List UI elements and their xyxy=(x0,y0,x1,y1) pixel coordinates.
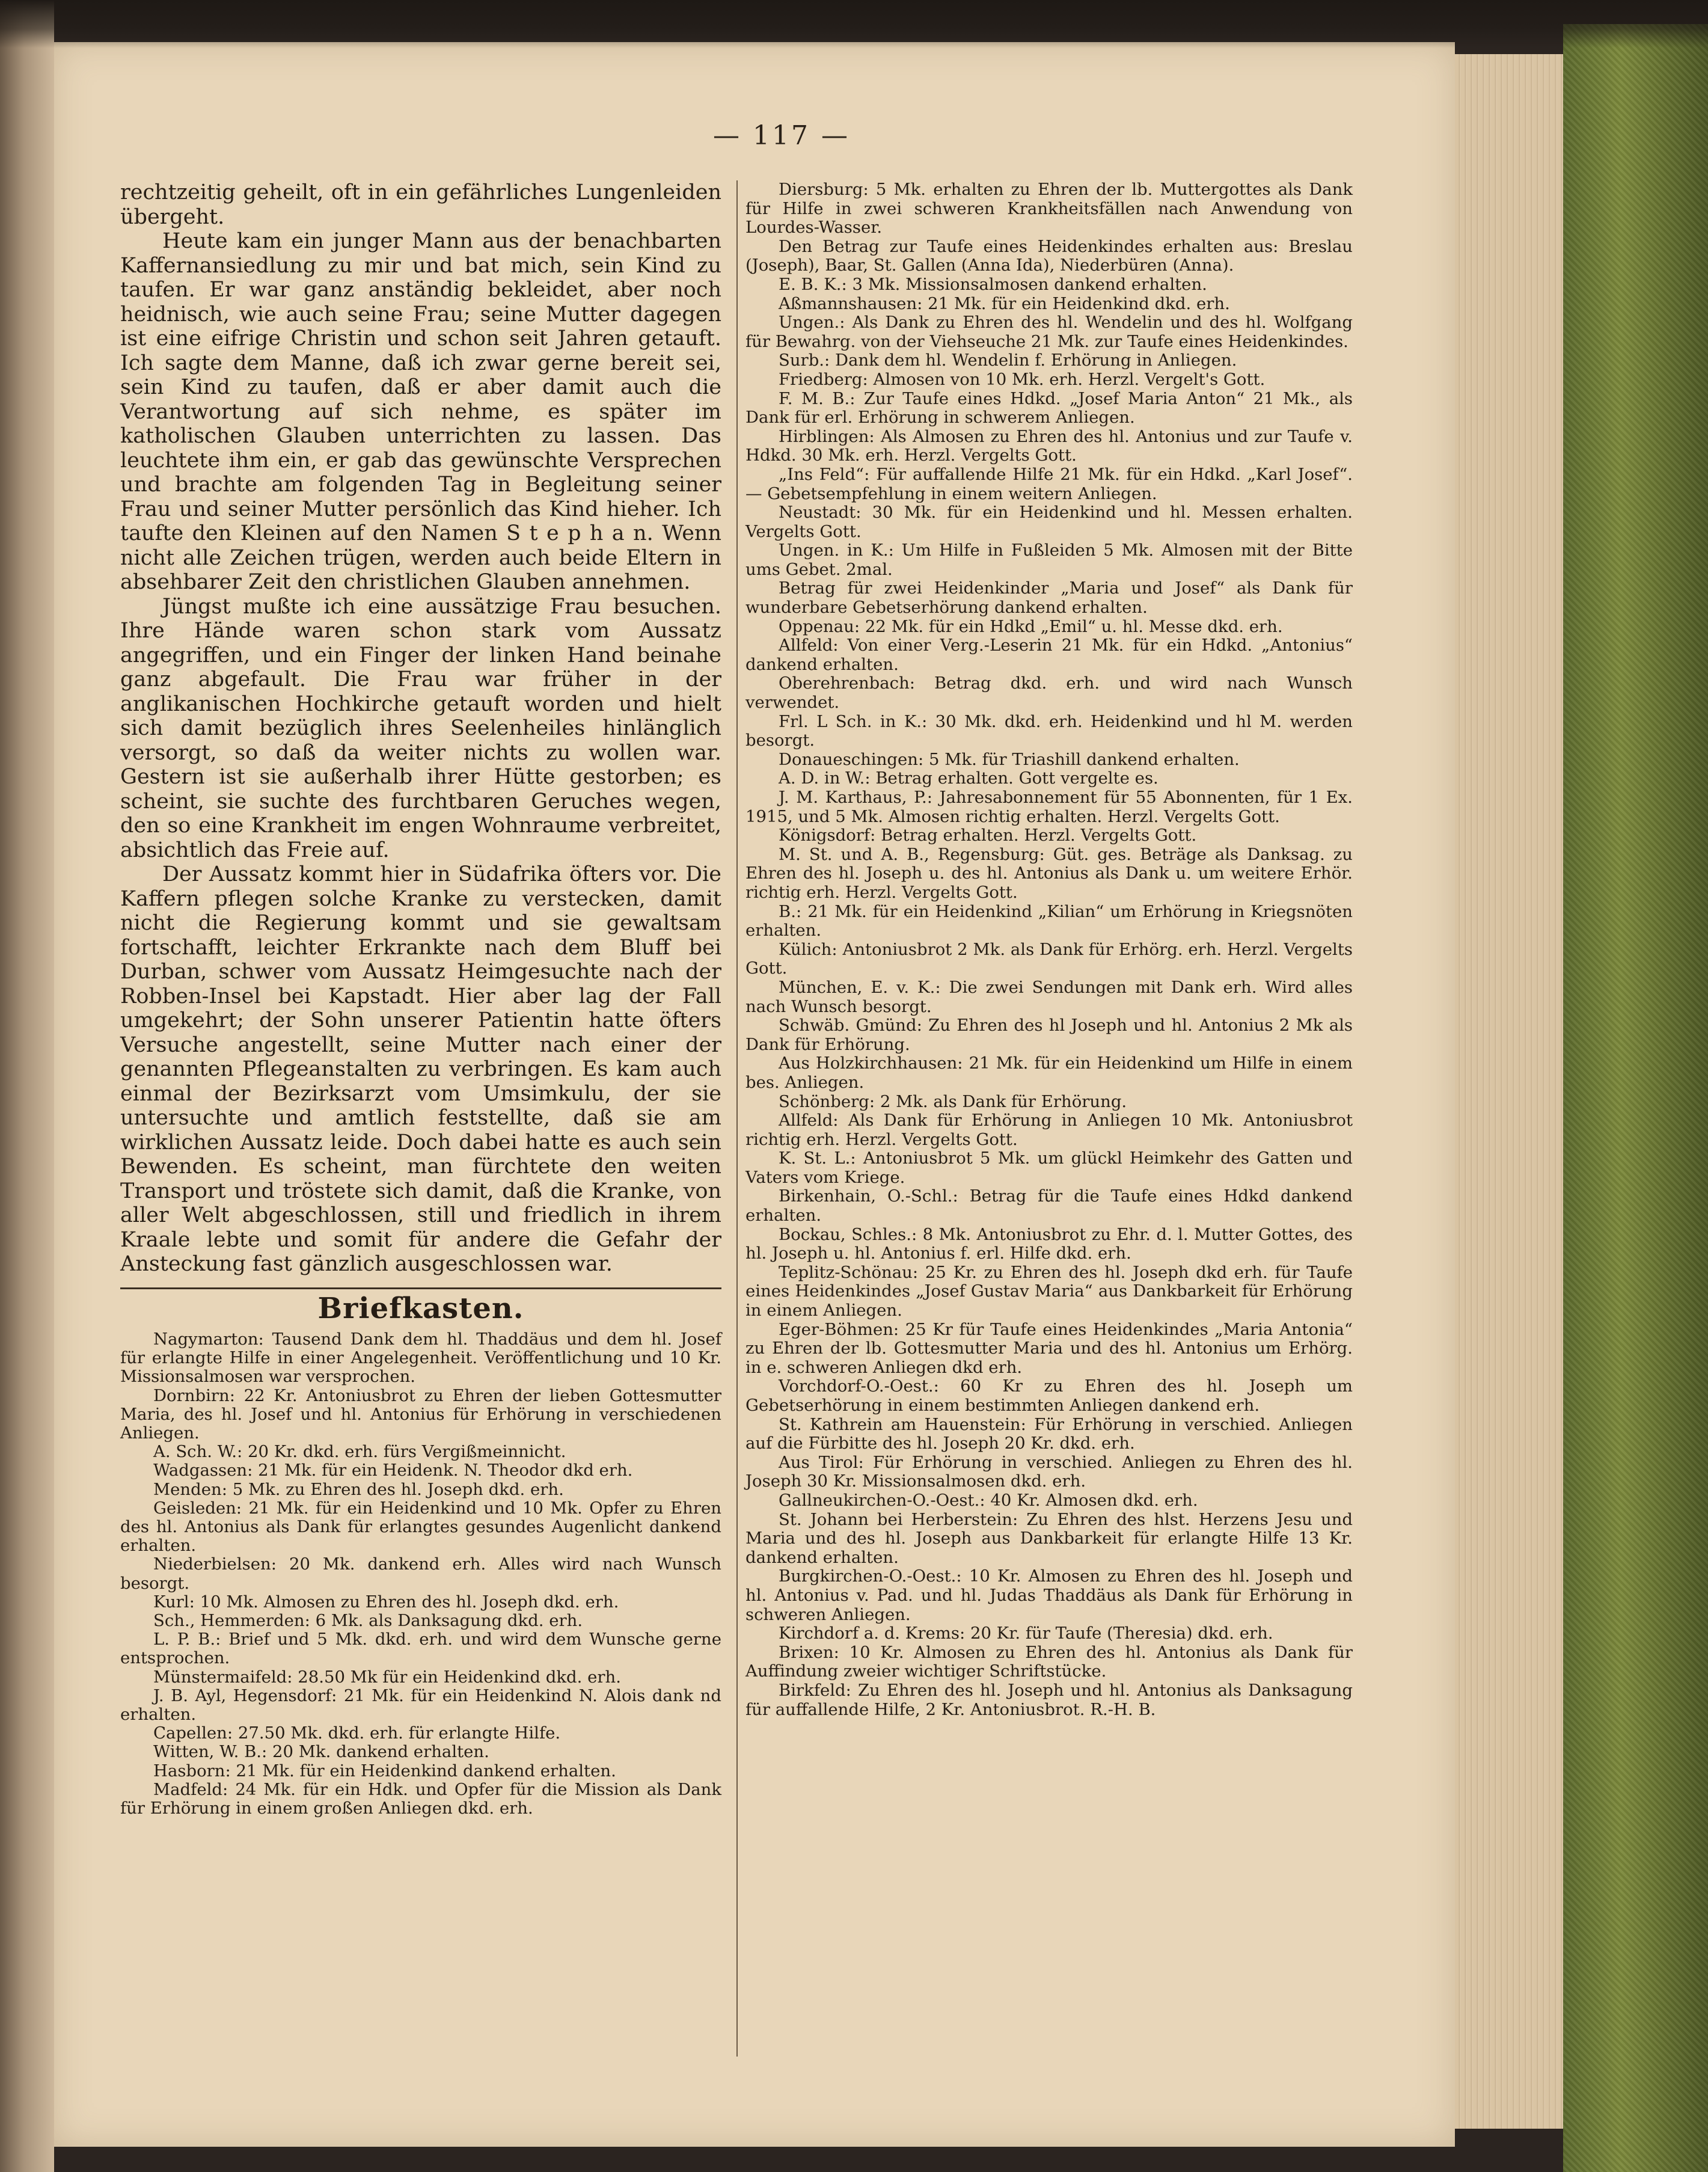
section-heading: Briefkasten. xyxy=(317,1291,524,1325)
mailbox-entry: Schönberg: 2 Mk. als Dank für Erhörung. xyxy=(779,1091,1127,1111)
mailbox-entry: Friedberg: Almosen von 10 Mk. erh. Herzl. Vergelt's Gott. xyxy=(779,369,1266,389)
mailbox-entry: Oberehrenbach: Betrag dkd. erh. und wird nach Wunsch verwendet. xyxy=(745,673,1353,713)
paragraph: rechtzeitig geheilt, oft in ein gefährliches Lungenleiden übergeht. xyxy=(120,180,721,229)
mailbox-entry: Gallneukirchen-O.-Oest.: 40 Kr. Almosen dkd. erh. xyxy=(779,1490,1198,1510)
mailbox-entry: K. St. L.: Antoniusbrot 5 Mk. um glückl Heimkehr des Gatten und Vaters vom Kriege. xyxy=(745,1149,1353,1187)
mailbox-entry: Diersburg: 5 Mk. erhalten zu Ehren der lb. Muttergottes als Dank für Hilfe in zwei schweren Krankheitsfällen nach Anwendung von Lourdes-Wasser. xyxy=(745,180,1353,238)
mailbox-entry: Niederbielsen: 20 Mk. dankend erh. Alles wird nach Wunsch besorgt. xyxy=(120,1554,721,1593)
mailbox-entry: Aus Tirol: Für Erhörung in verschied. Anliegen zu Ehren des hl. Joseph 30 Kr. Missionsalmosen dkd. erh. xyxy=(745,1452,1353,1491)
mailbox-entry: Teplitz-Schönau: 25 Kr. zu Ehren des hl. Joseph dkd erh. für Taufe eines Heidenkindes „Josef Gustav Maria“ aus Dankbarkeit für Erhörung in einem Anliegen. xyxy=(745,1262,1353,1321)
mailbox-entry: Witten, W. B.: 20 Mk. dankend erhalten. xyxy=(153,1742,489,1762)
mailbox-entry: Wadgassen: 21 Mk. für ein Heidenk. N. Theodor dkd erh. xyxy=(153,1461,633,1480)
mailbox-entry: Capellen: 27.50 Mk. dkd. erh. für erlangte Hilfe. xyxy=(153,1723,561,1743)
mailbox-entry: Ungen.: Als Dank zu Ehren des hl. Wendelin und des hl. Wolfgang für Bewahrg. von der Viehseuche 21 Mk. zur Taufe eines Heidenkindes. xyxy=(745,313,1353,351)
mailbox-entry: St. Johann bei Herberstein: Zu Ehren des hlst. Herzens Jesu und Maria und des hl. Joseph aus Dankbarkeit für erlangte Hilfe 13 Kr. dankend erhalten. xyxy=(745,1509,1353,1567)
mailbox-entry: Birkfeld: Zu Ehren des hl. Joseph und hl. Antonius als Danksagung für auffallende Hilfe, 2 Kr. Antoniusbrot. R.-H. B. xyxy=(745,1680,1353,1719)
page-edges xyxy=(1455,54,1563,2129)
mailbox-entry: Ungen. in K.: Um Hilfe in Fußleiden 5 Mk. Almosen mit der Bitte ums Gebet. 2mal. xyxy=(745,541,1353,579)
mailbox-entry: Vorchdorf-O.-Oest.: 60 Kr zu Ehren des hl. Joseph um Gebetserhörung in einem bestimmten Anliegen dankend erh. xyxy=(745,1376,1353,1415)
mailbox-entry: Sch., Hemmerden: 6 Mk. als Danksagung dkd. erh. xyxy=(153,1611,583,1631)
page-number: — 117 — xyxy=(713,120,850,151)
mailbox-entry: Den Betrag zur Taufe eines Heidenkindes erhalten aus: Breslau (Joseph), Baar, St. Gallen (Anna Ida), Niederbüren (Anna). xyxy=(745,236,1353,275)
mailbox-entry: Menden: 5 Mk. zu Ehren des hl. Joseph dkd. erh. xyxy=(153,1479,564,1499)
mailbox-entry: Brixen: 10 Kr. Almosen zu Ehren des hl. Antonius als Dank für Auffindung zweier wichtiger Schriftstücke. xyxy=(745,1642,1353,1681)
mailbox-entry: Kirchdorf a. d. Krems: 20 Kr. für Taufe (Theresia) dkd. erh. xyxy=(779,1624,1273,1643)
mailbox-entry: Betrag für zwei Heidenkinder „Maria und Josef“ als Dank für wunderbare Gebetserhörung dankend erhalten. xyxy=(745,578,1353,618)
top-shadow xyxy=(0,0,1708,48)
mailbox-entry: Bockau, Schles.: 8 Mk. Antoniusbrot zu Ehr. d. l. Mutter Gottes, des hl. Joseph u. hl. Antonius f. erl. Hilfe dkd. erh. xyxy=(745,1224,1353,1263)
mailbox-entry: „Ins Feld“: Für auffallende Hilfe 21 Mk. für ein Hdkd. „Karl Josef“. — Gebetsempfehlung in einem weitern Anliegen. xyxy=(745,464,1353,503)
mailbox-list xyxy=(120,1330,721,1818)
mailbox-entry: Eger-Böhmen: 25 Kr für Taufe eines Heidenkindes „Maria Antonia“ zu Ehren der lb. Gottesmutter Maria und des hl. Antonius um Erhörg. in e. schweren Anliegen dkd erh. xyxy=(745,1319,1353,1377)
column-rule xyxy=(736,180,738,2057)
right-column xyxy=(745,180,1353,1719)
mailbox-entry: Allfeld: Als Dank für Erhörung in Anliegen 10 Mk. Antoniusbrot richtig erh. Herzl. Vergelts Gott. xyxy=(745,1111,1353,1149)
mailbox-entry: Nagymarton: Tausend Dank dem hl. Thaddäus und dem hl. Josef für erlangte Hilfe in einer Angelegenheit. Veröffentlichung und 10 Kr. Missionsalmosen war versprochen. xyxy=(120,1330,721,1387)
mailbox-entry: München, E. v. K.: Die zwei Sendungen mit Dank erh. Wird alles nach Wunsch besorgt. xyxy=(745,977,1353,1016)
mailbox-entry: Surb.: Dank dem hl. Wendelin f. Erhörung in Anliegen. xyxy=(779,351,1237,370)
left-column xyxy=(120,180,721,1818)
mailbox-entry: J. M. Karthaus, P.: Jahresabonnement für 55 Abonnenten, für 1 Ex. 1915, und 5 Mk. Almosen richtig erhalten. Herzl. Vergelts Gott. xyxy=(745,788,1353,826)
mailbox-entry: Frl. L Sch. in K.: 30 Mk. dkd. erh. Heidenkind und hl M. werden besorgt. xyxy=(745,711,1353,750)
book-cover xyxy=(1563,24,1708,2172)
mailbox-entry: Kurl: 10 Mk. Almosen zu Ehren des hl. Joseph dkd. erh. xyxy=(153,1592,619,1612)
book-gutter xyxy=(0,0,54,2172)
mailbox-entry: A. D. in W.: Betrag erhalten. Gott vergelte es. xyxy=(779,768,1159,788)
mailbox-entry: B.: 21 Mk. für ein Heidenkind „Kilian“ um Erhörung in Kriegsnöten erhalten. xyxy=(745,901,1353,940)
mailbox-entry: Aßmannshausen: 21 Mk. für ein Heidenkind dkd. erh. xyxy=(779,293,1230,313)
paragraph: Der Aussatz kommt hier in Südafrika öfters vor. Die Kaffern pflegen solche Kranke zu verstecken, damit nicht die Regierung kommt und sie gewaltsam fortschafft, leichter Erkrankte nach dem Bluff bei Durban, schwer vom Aussatz Heimgesuchte nach der Robben-Insel bei Kapstadt. Hier aber lag der Fall umgekehrt; der Sohn unserer Patientin hatte öfters Versuche angestellt, seine Mutter nach einer der genannten Pflegeanstalten zu verbringen. Es kam auch einmal der Bezirksarzt vom Umsimkulu, der sie untersuchte und amtlich feststellte, daß sie am wirklichen Aussatz leide. Doch dabei hatte es auch sein Bewenden. Es scheint, man fürchtete den weiten Transport und tröstete sich damit, daß die Kranke, von aller Welt abgeschlossen, still und friedlich in ihrem Kraale lebte und somit für andere die Gefahr der Ansteckung fast gänzlich ausgeschlossen war. xyxy=(120,862,721,1276)
mailbox-entry: Schwäb. Gmünd: Zu Ehren des hl Joseph und hl. Antonius 2 Mk als Dank für Erhörung. xyxy=(745,1016,1353,1054)
mailbox-entry: Aus Holzkirchhausen: 21 Mk. für ein Heidenkind um Hilfe in einem bes. Anliegen. xyxy=(745,1054,1353,1092)
mailbox-entry: Oppenau: 22 Mk. für ein Hdkd „Emil“ u. hl. Messe dkd. erh. xyxy=(779,616,1283,636)
mailbox-entry: Külich: Antoniusbrot 2 Mk. als Dank für Erhörg. erh. Herzl. Vergelts Gott. xyxy=(745,939,1353,978)
mailbox-entry: F. M. B.: Zur Taufe eines Hdkd. „Josef Maria Anton“ 21 Mk., als Dank für erl. Erhörung in schwerem Anliegen. xyxy=(745,388,1353,428)
mailbox-entry: Allfeld: Von einer Verg.-Leserin 21 Mk. für ein Hdkd. „Antonius“ dankend erhalten. xyxy=(745,636,1353,674)
mailbox-entry: Neustadt: 30 Mk. für ein Heidenkind und hl. Messen erhalten. Vergelts Gott. xyxy=(745,503,1353,541)
paragraph: Jüngst mußte ich eine aussätzige Frau besuchen. Ihre Hände waren schon stark vom Aussatz angegriffen, und ein Finger der linken Hand beinahe ganz abgefault. Die Frau war früher in der anglikanischen Hochkirche getauft worden und hielt sich damit bezüglich ihres Seelenheiles hinlänglich versorgt, so daß da weiter nichts zu wollen war. Gestern ist sie außerhalb ihrer Hütte gestorben; es scheint, sie suchte des furchtbaren Geruches wegen, den so eine Krankheit im engen Wohnraume verbreitet, absichtlich das Freie auf. xyxy=(120,594,721,862)
mailbox-entry: Burgkirchen-O.-Oest.: 10 Kr. Almosen zu Ehren des hl. Joseph und hl. Antonius v. Pad. und hl. Judas Thaddäus als Dank für Erhörung in schweren Anliegen. xyxy=(745,1566,1353,1624)
mailbox-entry: Königsdorf: Betrag erhalten. Herzl. Vergelts Gott. xyxy=(779,826,1197,845)
mailbox-entry: Madfeld: 24 Mk. für ein Hdk. und Opfer für die Mission als Dank für Erhörung in einem großen Anliegen dkd. erh. xyxy=(120,1779,721,1818)
mailbox-entry: Donaueschingen: 5 Mk. für Triashill dankend erhalten. xyxy=(779,749,1240,769)
mailbox-entry: E. B. K.: 3 Mk. Missionsalmosen dankend erhalten. xyxy=(779,274,1207,294)
mailbox-entry: Münstermaifeld: 28.50 Mk für ein Heidenkind dkd. erh. xyxy=(153,1667,622,1687)
section-divider xyxy=(120,1287,721,1289)
mailbox-entry: Birkenhain, O.-Schl.: Betrag für die Taufe eines Hdkd dankend erhalten. xyxy=(745,1186,1353,1226)
mailbox-entry: Hasborn: 21 Mk. für ein Heidenkind dankend erhalten. xyxy=(153,1761,616,1781)
paragraph: Heute kam ein junger Mann aus der benachbarten Kaffernansiedlung zu mir und bat mich, sein Kind zu taufen. Er war ganz anständig bekleidet, aber noch heidnisch, wie auch seine Frau; seine Mutter dagegen ist eine eifrige Christin und schon seit Jahren getauft. Ich sagte dem Manne, daß ich zwar gerne bereit sei, sein Kind zu taufen, daß er aber damit auch die Verantwortung auf sich nehme, es später im katholischen Glauben unterrichten zu lassen. Das leuchtete ihm ein, er gab das gewünschte Versprechen und brachte am folgenden Tag in Begleitung seiner Frau und seiner Mutter persönlich das Kind hieher. Ich taufte den Kleinen auf den Namen S t e p h a n. Wenn nicht alle Zeichen trügen, werden auch beide Eltern in absehbarer Zeit den christlichen Glauben annehmen. xyxy=(120,229,721,594)
mailbox-entry: M. St. und A. B., Regensburg: Güt. ges. Beträge als Danksag. zu Ehren des hl. Joseph u. des hl. Antonius als Dank u. um weitere Erhör. richtig erh. Herzl. Vergelts Gott. xyxy=(745,844,1353,902)
mailbox-entry: Dornbirn: 22 Kr. Antoniusbrot zu Ehren der lieben Gottesmutter Maria, des hl. Josef und hl. Antonius für Erhörung in verschiedenen Anliegen. xyxy=(120,1385,721,1443)
mailbox-entry: A. Sch. W.: 20 Kr. dkd. erh. fürs Vergißmeinnicht. xyxy=(153,1442,566,1462)
mailbox-entry: St. Kathrein am Hauenstein: Für Erhörung in verschied. Anliegen auf die Fürbitte des hl. Joseph 20 Kr. dkd. erh. xyxy=(745,1414,1353,1453)
mailbox-entry: J. B. Ayl, Hegensdorf: 21 Mk. für ein Heidenkind N. Alois dank nd erhalten. xyxy=(120,1686,721,1725)
mailbox-entry: L. P. B.: Brief und 5 Mk. dkd. erh. und wird dem Wunsche gerne entsprochen. xyxy=(120,1630,721,1668)
mailbox-entry: Geisleden: 21 Mk. für ein Heidenkind und 10 Mk. Opfer zu Ehren des hl. Antonius als Dank für erlangtes gesundes Augenlicht dankend erhalten. xyxy=(120,1498,721,1556)
mailbox-entry: Hirblingen: Als Almosen zu Ehren des hl. Antonius und zur Taufe v. Hdkd. 30 Mk. erh. Herzl. Vergelts Gott. xyxy=(745,426,1353,465)
